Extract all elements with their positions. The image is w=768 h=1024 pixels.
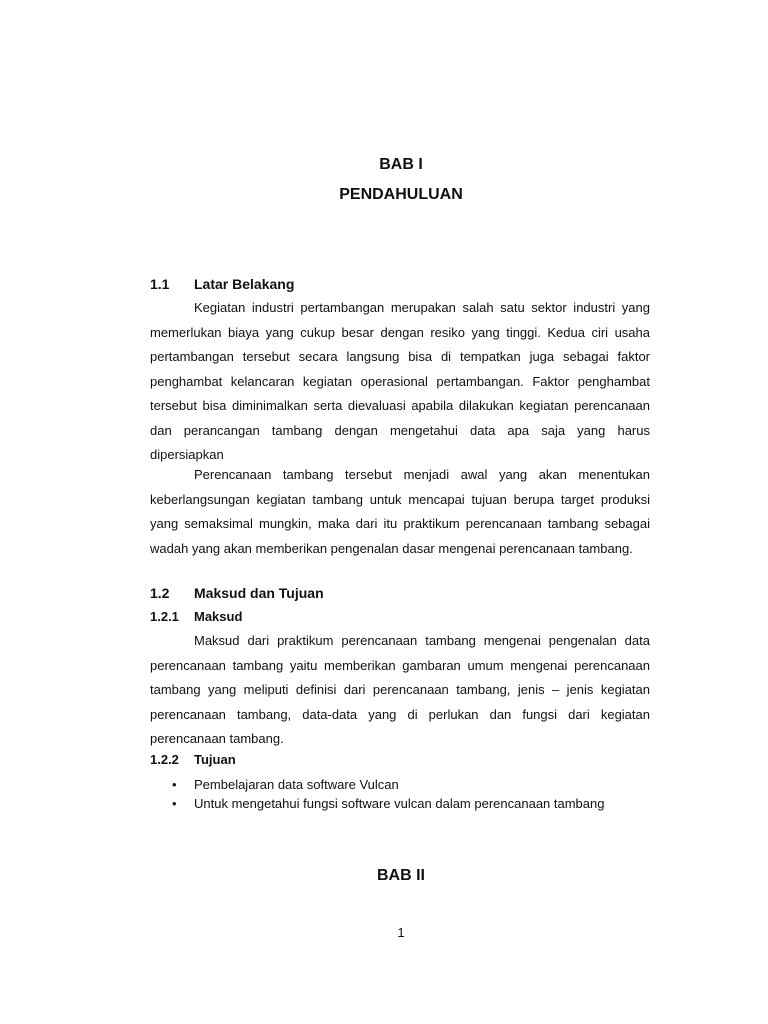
paragraph-latar-belakang-1: Kegiatan industri pertambangan merupakan salah satu sektor industri yang memerlukan biaya yang cukup besar dengan resiko yang tinggi. Kedua ciri usaha pertambangan tersebut secara langsung bisa di tempatkan juga sebagai faktor penghambat kelancaran kegiatan operasional pertambangan. Faktor penghambat tersebut bisa diminimalkan serta dievaluasi apabila dilakukan kegiatan perencanaan dan perancangan tambang dengan mengetahui data apa saja yang harus dipersiapkan [150,300,650,462]
chapter-label: BAB I [379,156,423,173]
chapter-title: PENDAHULUAN [339,186,463,203]
page-number: 1 [397,925,405,940]
bullet-icon: • [172,777,177,792]
paragraph-maksud: Maksud dari praktikum perencanaan tambang mengenai pengenalan data perencanaan tambang yaitu memberikan gambaran umum mengenai perencanaan tambang yang meliputi definisi dari perencanaan tambang, jenis – jenis kegiatan perencanaan tambang, data-data yang di perlukan dan fungsi dari kegiatan perencanaan tambang. [150,633,650,746]
section-title: Maksud dan Tujuan [194,585,324,601]
subsection-title: Tujuan [194,752,236,767]
subsection-heading-maksud [150,609,242,624]
subsection-title: Maksud [194,609,243,624]
next-chapter-label: BAB II [377,867,425,884]
subsection-heading-tujuan [150,752,236,767]
section-heading-maksud-tujuan [150,585,324,601]
section-number: 1.1 [150,276,170,292]
subsection-number: 1.2.2 [150,752,179,767]
subsection-number: 1.2.1 [150,609,179,624]
tujuan-list [172,775,604,813]
list-item-text: Untuk mengetahui fungsi software vulcan dalam perencanaan tambang [194,796,605,811]
list-item [172,775,604,794]
list-item-text: Pembelajaran data software Vulcan [194,777,399,792]
bullet-icon: • [172,796,177,811]
section-number: 1.2 [150,585,170,601]
section-title: Latar Belakang [194,276,295,292]
section-heading-latar-belakang [150,276,294,292]
list-item [172,794,604,813]
paragraph-latar-belakang-2: Perencanaan tambang tersebut menjadi awal yang akan menentukan keberlangsungan kegiatan tambang untuk mencapai tujuan berupa target produksi yang semaksimal mungkin, maka dari itu praktikum perencanaan tambang sebagai wadah yang akan memberikan pengenalan dasar mengenai perencanaan tambang. [150,467,650,556]
